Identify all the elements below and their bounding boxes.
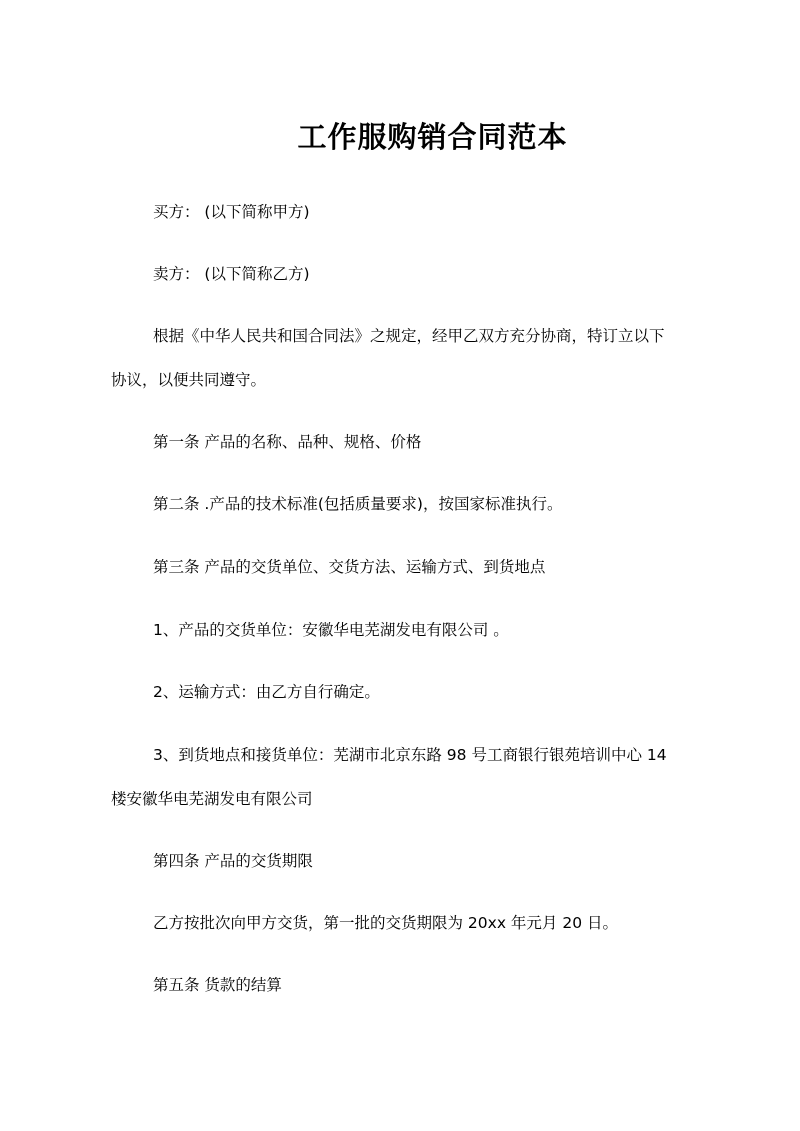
delivery-term-text: 乙方按批次向甲方交货，第一批的交货期限为 20xx 年元月 20 日。 (153, 914, 619, 932)
article-4-heading: 第四条 产品的交货期限 (153, 852, 313, 870)
article-5-heading: 第五条 货款的结算 (153, 976, 282, 994)
article-1-heading: 第一条 产品的名称、品种、规格、价格 (153, 433, 422, 451)
item-1-text: 1、产品的交货单位：安徽华电芜湖发电有限公司 。 (153, 621, 509, 639)
article-3-heading: 第三条 产品的交货单位、交货方法、运输方式、到货地点 (153, 558, 546, 576)
item-3-line-2: 楼安徽华电芜湖发电有限公司 (111, 790, 313, 808)
article-2-text: 第二条 .产品的技术标准(包括质量要求)，按国家标准执行。 (153, 495, 563, 513)
item-3-line-1: 3、到货地点和接货单位：芜湖市北京东路 98 号工商银行银苑培训中心 14 (153, 746, 667, 764)
preamble-line-2: 协议，以便共同遵守。 (111, 371, 267, 389)
buyer-line: 买方： (以下简称甲方) (153, 203, 310, 221)
preamble-line-1: 根据《中华人民共和国合同法》之规定，经甲乙双方充分协商，特订立以下 (153, 327, 665, 345)
seller-line: 卖方： (以下简称乙方) (153, 265, 310, 283)
item-2-text: 2、运输方式：由乙方自行确定。 (153, 683, 380, 701)
document-title: 工作服购销合同范本 (297, 120, 568, 154)
